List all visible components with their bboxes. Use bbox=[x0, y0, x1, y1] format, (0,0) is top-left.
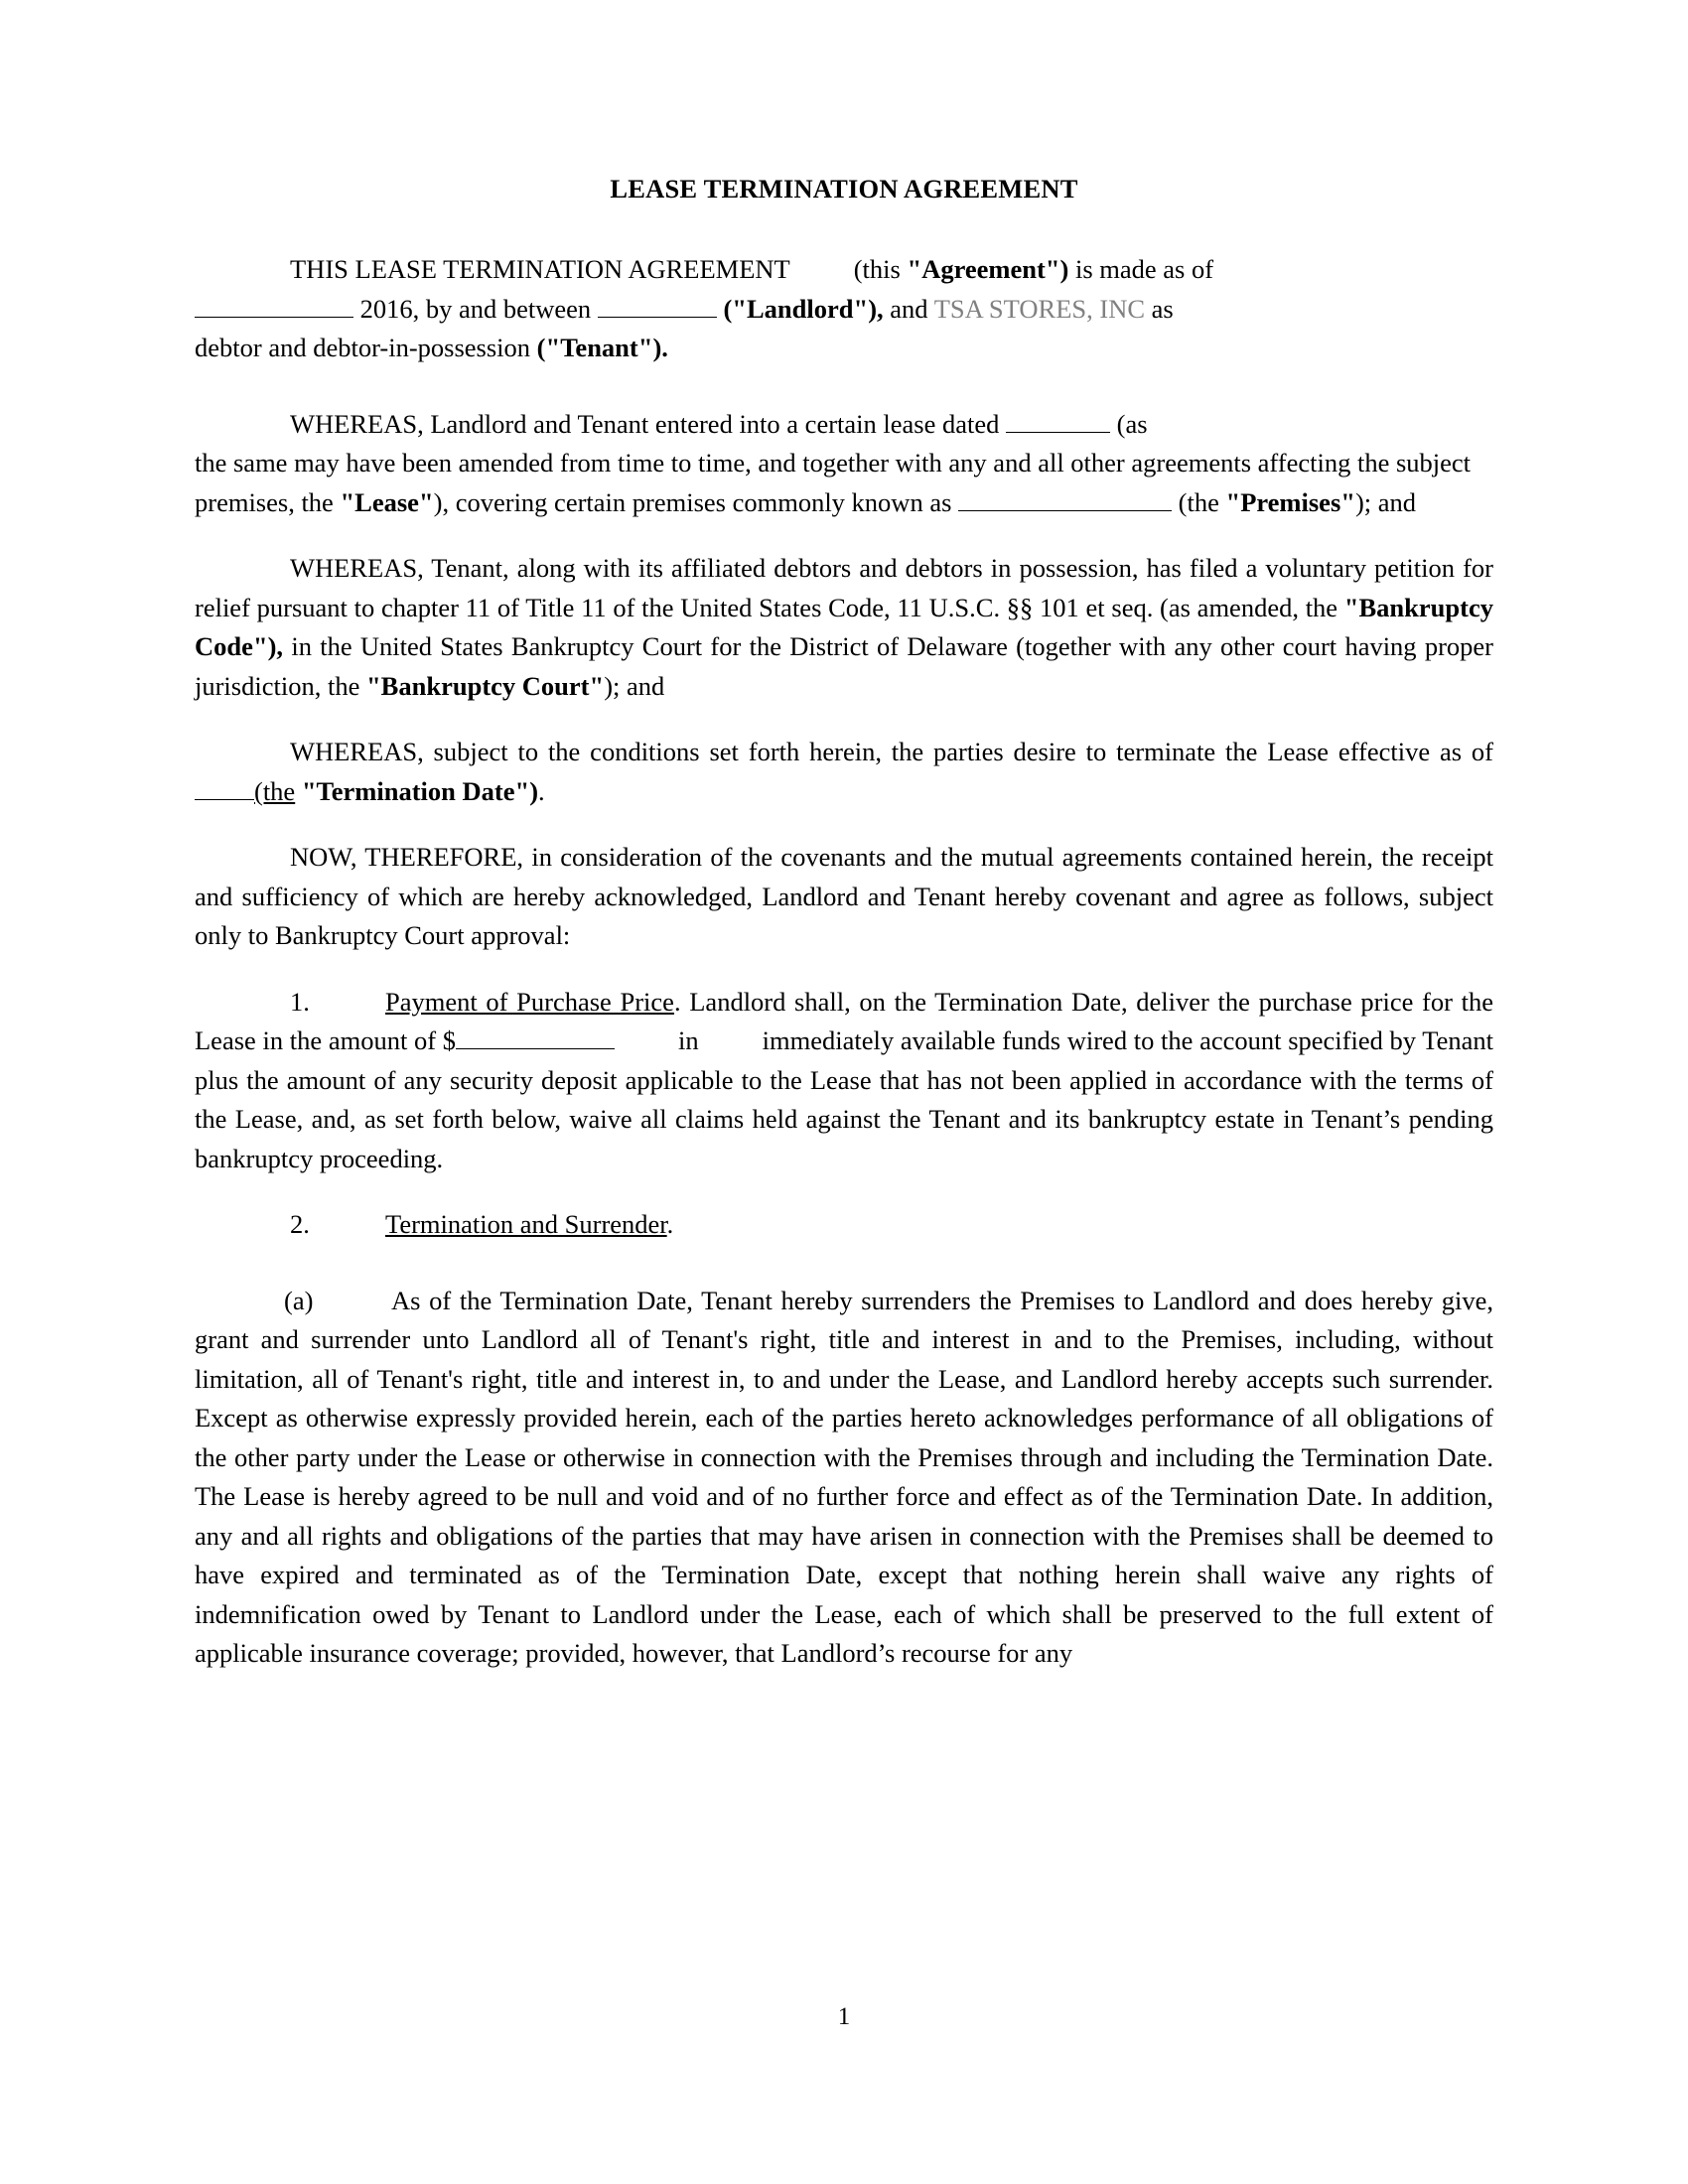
whereas2-text-c: ); and bbox=[604, 670, 665, 701]
paragraph-whereas-2 bbox=[195, 549, 1493, 706]
bankruptcy-court-defined-term: "Bankruptcy Court" bbox=[365, 670, 605, 701]
page-number: 1 bbox=[837, 2003, 851, 2030]
premises-defined-term: "Premises" bbox=[1225, 486, 1355, 517]
intro-year: 2016, by and between bbox=[359, 293, 592, 324]
section-2 bbox=[195, 1205, 1493, 1245]
section-1-text-c: immediately available funds wired to the account specified by Tenant plus the amount of any security deposit applicable to the Lease that has not been applied in accordance with the terms of the Lease, and, as set forth below, waive all claims held against the Tenant and its bankruptcy estate in Tenant’s pending bankruptcy proceeding. bbox=[195, 1025, 1493, 1173]
whereas2-text-b: in the United States Bankruptcy Court for the District of Delaware (together with any other court having proper jurisdiction, the bbox=[195, 631, 1493, 701]
lease-defined-term: "Lease" bbox=[340, 486, 434, 517]
tenant-defined-term: ("Tenant"). bbox=[536, 333, 668, 362]
paragraph-now-therefore bbox=[195, 838, 1493, 956]
section-1-text-b: in bbox=[678, 1025, 699, 1055]
spacer bbox=[195, 1272, 1493, 1282]
section-2-heading: Termination and Surrender bbox=[385, 1209, 667, 1239]
intro-made-as-of: is made as of bbox=[1074, 254, 1214, 284]
date-blank-1[interactable] bbox=[195, 293, 353, 318]
section-1-number: 1. bbox=[290, 986, 310, 1017]
page-title: LEASE TERMINATION AGREEMENT bbox=[610, 174, 1078, 204]
spacer bbox=[195, 395, 1493, 405]
whereas1-cover: ), covering certain premises commonly known as bbox=[433, 486, 952, 517]
section-1 bbox=[195, 983, 1493, 1179]
landlord-defined-term: ("Landlord"), bbox=[723, 293, 884, 324]
paragraph-whereas-1 bbox=[195, 405, 1493, 523]
tenant-company-name: TSA STORES, INC bbox=[933, 293, 1146, 324]
termination-date-blank[interactable] bbox=[195, 775, 254, 800]
whereas3-text-b: . bbox=[538, 775, 545, 806]
agreement-defined-term: "Agreement") bbox=[907, 254, 1069, 284]
landlord-name-blank[interactable] bbox=[598, 293, 717, 318]
section-1-heading: Payment of Purchase Price bbox=[385, 986, 674, 1017]
subsection-a-text: As of the Termination Date, Tenant hereby surrenders the Premises to Landlord and does hereby give, grant and surrender unto Landlord all of Tenant's right, title and interest in and to the Premises, including, without limitation, all of Tenant's right, title and interest in, to and under the Lease, and Landlord hereby accepts such surrender. Except as otherwise expressly provided herein, each of the parties hereto acknowledges performance of all obligations of the other party under the Lease or otherwise in connection with the Premises through and including the Termination Date. The Lease is hereby agreed to be null and void and of no further force and effect as of the Termination Date. In addition, any and all rights and obligations of the parties that may have arisen in connection with the Premises shall be deemed to have expired and terminated as of the Termination Date, except that nothing herein shall waive any rights of indemnification owed by Tenant to Landlord under the Lease, each of which shall be preserved to the full extent of applicable insurance coverage; provided, however, that Landlord’s recourse for any bbox=[195, 1285, 1493, 1668]
whereas2-text-a: WHEREAS, Tenant, along with its affiliated debtors and debtors in possession, has filed a voluntary petition for relief pursuant to chapter 11 of Title 11 of the United States Code, 11 U.S.C. §§ 101 et seq. (as amended, the bbox=[195, 553, 1493, 622]
section-2-text-a: . bbox=[666, 1209, 674, 1239]
whereas3-the-label: (the bbox=[254, 775, 296, 806]
bankruptcy-code-defined-term: "Bankruptcy Code"), bbox=[195, 592, 1493, 661]
now-therefore-text: NOW, THEREFORE, in consideration of the covenants and the mutual agreements contained herein, the receipt and sufficiency of which are hereby acknowledged, Landlord and Tenant hereby covenant and agree as follows, subject only to Bankruptcy Court approval: bbox=[195, 842, 1493, 950]
paragraph-whereas-3 bbox=[195, 733, 1493, 811]
section-2-subsection-a bbox=[195, 1282, 1493, 1674]
paragraph-intro bbox=[195, 250, 1493, 368]
premises-blank[interactable] bbox=[958, 486, 1172, 511]
subsection-a-label: (a) bbox=[284, 1285, 314, 1315]
section-2-number: 2. bbox=[290, 1209, 310, 1239]
intro-as: as bbox=[1151, 293, 1174, 324]
whereas1-start: WHEREAS, Landlord and Tenant entered into a certain lease dated bbox=[290, 408, 1000, 439]
whereas1-as: (as bbox=[1116, 408, 1148, 439]
purchase-price-blank[interactable] bbox=[456, 1024, 615, 1049]
whereas1-end: ); and bbox=[1354, 486, 1417, 517]
intro-debtor: debtor and debtor-in-possession bbox=[195, 333, 531, 362]
whereas1-the: (the bbox=[1178, 486, 1219, 517]
lease-date-blank[interactable] bbox=[1006, 408, 1110, 433]
section-1-text-a: . Landlord shall, on the Termination Date, deliver the purchase price for the Lease in the amount of $ bbox=[195, 986, 1493, 1055]
intro-and: and bbox=[890, 293, 928, 324]
termination-date-defined-term: "Termination Date") bbox=[301, 775, 539, 806]
intro-this-label: (this bbox=[853, 254, 901, 284]
whereas3-text-a: WHEREAS, subject to the conditions set forth herein, the parties desire to terminate the Lease effective as of bbox=[290, 737, 1493, 766]
whereas1-body: the same may have been amended from time to time, and together with any and all other agreements affecting the subject premises, the bbox=[195, 448, 1472, 517]
intro-lead: THIS LEASE TERMINATION AGREEMENT bbox=[290, 254, 790, 284]
